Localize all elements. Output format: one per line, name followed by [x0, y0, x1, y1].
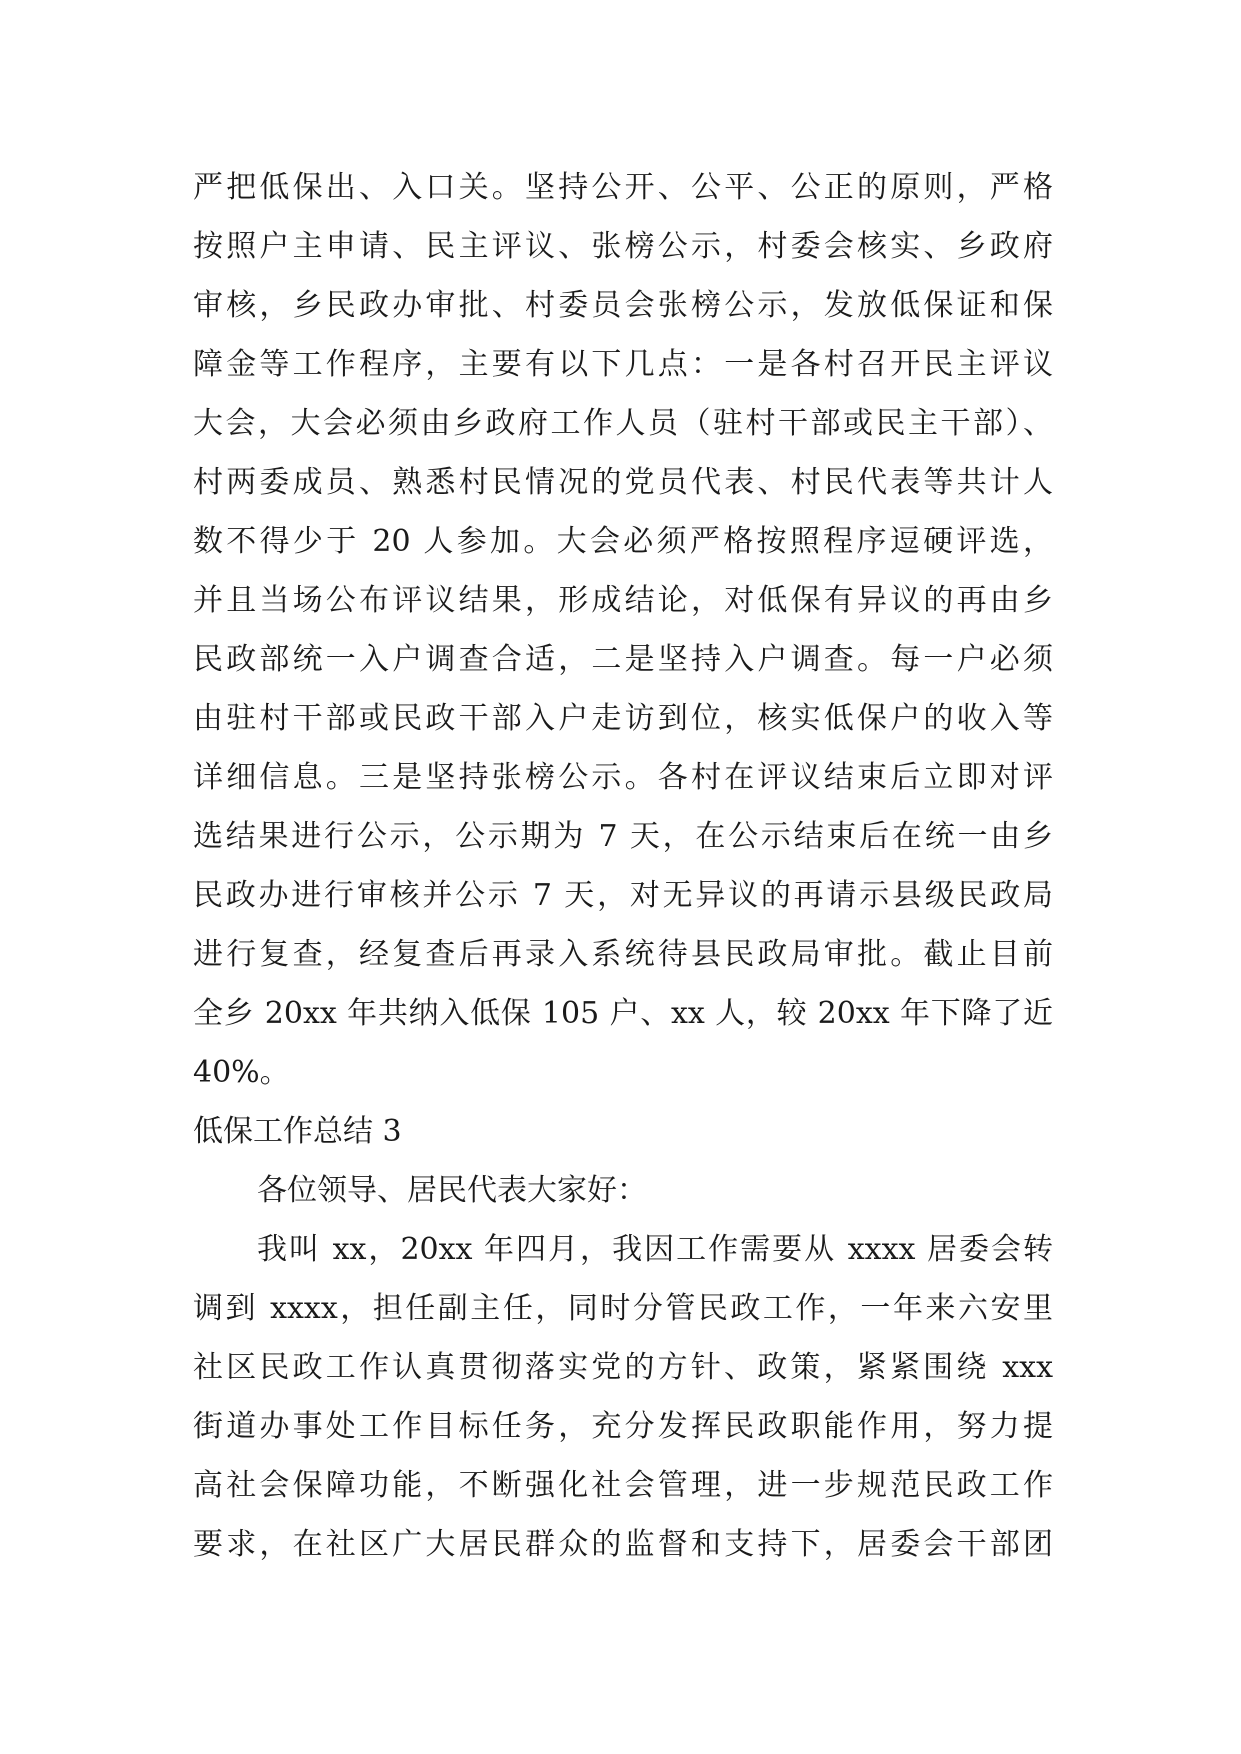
document-body — [193, 158, 1053, 1574]
body-line: 社区民政工作认真贯彻落实党的方针、政策，紧紧围绕 xxx — [193, 1350, 1053, 1385]
body-line: 选结果进行公示，公示期为 7 天，在公示结束后在统一由乡 — [193, 819, 1053, 854]
body-line: 调到 xxxx，担任副主任，同时分管民政工作，一年来六安里 — [193, 1291, 1053, 1326]
body-line: 障金等工作程序，主要有以下几点：一是各村召开民主评议 — [193, 347, 1053, 382]
body-line: 民政部统一入户调查合适，二是坚持入户调查。每一户必须 — [193, 642, 1053, 677]
body-line-last: 40%。 — [193, 1055, 290, 1090]
body-line: 街道办事处工作目标任务，充分发挥民政职能作用，努力提 — [193, 1409, 1053, 1444]
body-line: 数不得少于 20 人参加。大会必须严格按照程序逗硬评选， — [193, 524, 1053, 559]
greeting: 各位领导、居民代表大家好： — [257, 1173, 647, 1208]
body-line: 并且当场公布评议结果，形成结论，对低保有异议的再由乡 — [193, 583, 1053, 618]
body-line: 由驻村干部或民政干部入户走访到位，核实低保户的收入等 — [193, 701, 1053, 736]
body-line: 详细信息。三是坚持张榜公示。各村在评议结束后立即对评 — [193, 760, 1053, 795]
body-line: 审核，乡民政办审批、村委员会张榜公示，发放低保证和保 — [193, 288, 1053, 323]
body-line: 村两委成员、熟悉村民情况的党员代表、村民代表等共计人 — [193, 465, 1053, 500]
body-line: 民政办进行审核并公示 7 天，对无异议的再请示县级民政局 — [193, 878, 1053, 913]
body-line: 要求，在社区广大居民群众的监督和支持下，居委会干部团 — [193, 1527, 1053, 1562]
body-line: 严把低保出、入口关。坚持公开、公平、公正的原则，严格 — [193, 170, 1053, 205]
body-line: 全乡 20xx 年共纳入低保 105 户、xx 人，较 20xx 年下降了近 — [193, 996, 1053, 1031]
body-line: 进行复查，经复查后再录入系统待县民政局审批。截止目前 — [193, 937, 1053, 972]
body-line: 按照户主申请、民主评议、张榜公示，村委会核实、乡政府 — [193, 229, 1053, 264]
body-line: 大会，大会必须由乡政府工作人员（驻村干部或民主干部）、 — [193, 406, 1053, 441]
body-line: 我叫 xx，20xx 年四月，我因工作需要从 xxxx 居委会转 — [257, 1232, 1053, 1267]
section-heading: 低保工作总结 3 — [193, 1114, 402, 1149]
body-line: 高社会保障功能，不断强化社会管理，进一步规范民政工作 — [193, 1468, 1053, 1503]
